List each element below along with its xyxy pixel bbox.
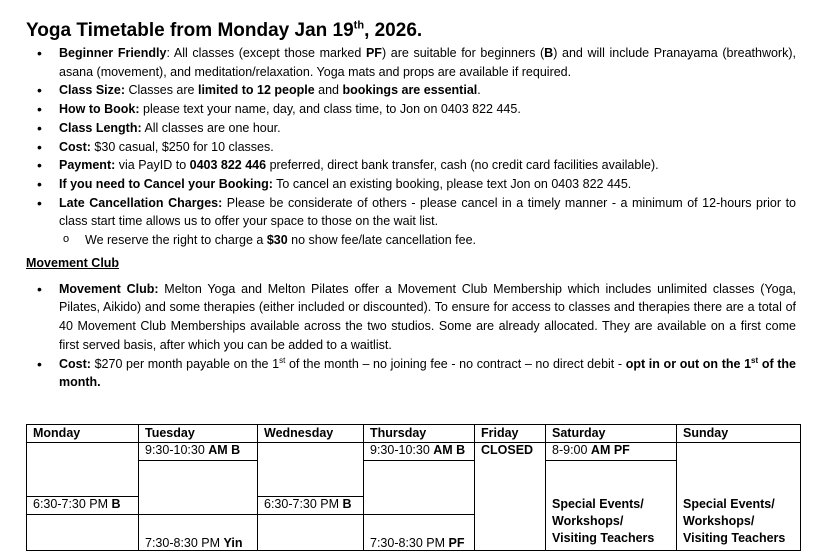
list-item-cost: • Cost: $30 casual, $250 for 10 classes. <box>26 138 796 157</box>
thursday-empty-cell <box>364 461 475 515</box>
list-item-class-size: • Class Size: Classes are limited to 12 people and bookings are essential. <box>26 81 796 100</box>
list-item-cancel: • If you need to Cancel your Booking: To cancel an existing booking, please text Jon on 0403 822 445. <box>26 175 796 194</box>
monday-pm-class: 6:30-7:30 PM B <box>27 497 139 515</box>
day-header: Saturday <box>546 425 677 443</box>
list-item-class-length: • Class Length: All classes are one hour. <box>26 119 796 138</box>
tuesday-pm-class: 7:30-8:30 PM Yin <box>139 515 258 551</box>
monday-empty-cell <box>27 443 139 497</box>
movement-club-list <box>26 280 796 392</box>
wednesday-empty-cell <box>258 515 364 551</box>
sub-item-no-show-fee: o We reserve the right to charge a $30 no show fee/late cancellation fee. <box>59 231 796 250</box>
movement-club-heading: Movement Club <box>26 255 120 270</box>
monday-empty-cell <box>27 515 139 551</box>
day-header: Wednesday <box>258 425 364 443</box>
thursday-pm-class: 7:30-8:30 PM PF <box>364 515 475 551</box>
wednesday-empty-cell <box>258 443 364 497</box>
tuesday-am-class: 9:30-10:30 AM B <box>139 443 258 461</box>
list-item-movement-club: • Movement Club: Melton Yoga and Melton Pilates offer a Movement Club Membership which includes unlimited classes (Yoga, Pilates, Aikido) and some therapies (either included or discounted). To ensure for access to classes and therapies there are a total of 40 Movement Club Memberships available across the two studios. Some are already allocated. They are available on a first come first served basis, after which you can be added to a waitlist. <box>26 280 796 355</box>
list-item-how-to-book: • How to Book: please text your name, day, and class time, to Jon on 0403 822 445. <box>26 100 796 119</box>
saturday-am-class: 8-9:00 AM PF <box>546 443 677 461</box>
day-header: Friday <box>475 425 546 443</box>
info-list <box>26 44 796 250</box>
document-page <box>26 18 796 392</box>
thursday-am-class: 9:30-10:30 AM B <box>364 443 475 461</box>
day-header: Thursday <box>364 425 475 443</box>
timetable-header-row <box>27 425 801 443</box>
list-item-payment: • Payment: via PayID to 0403 822 446 preferred, direct bank transfer, cash (no credit card facilities available). <box>26 156 796 175</box>
day-header: Monday <box>27 425 139 443</box>
list-item-beginner: • Beginner Friendly: All classes (except those marked PF) are suitable for beginners (B) and will include Pranayama (breathwork), asana (movement), and meditation/relaxation. Yoga mats and props are available if required. <box>26 44 796 81</box>
list-item-membership-cost: • Cost: $270 per month payable on the 1st of the month – no joining fee - no contract – no direct debit - opt in or out on the 1st of the month. <box>26 355 796 392</box>
friday-closed: CLOSED <box>475 443 546 551</box>
timetable-row <box>27 443 801 461</box>
sunday-events: Special Events/ Workshops/ Visiting Teachers <box>677 443 801 551</box>
day-header: Tuesday <box>139 425 258 443</box>
wednesday-pm-class: 6:30-7:30 PM B <box>258 497 364 515</box>
day-header: Sunday <box>677 425 801 443</box>
tuesday-empty-cell <box>139 461 258 515</box>
sub-list <box>59 231 796 250</box>
timetable <box>26 424 801 551</box>
page-title: Yoga Timetable from Monday Jan 19th, 2026. <box>26 19 423 41</box>
list-item-late-cancellation: • Late Cancellation Charges: Please be considerate of others - please cancel in a timely manner - a minimum of 12-hours prior to class start time allows us to offer your space to those on the wait list. o We reserve the right to charge a $30 no show fee/late cancellation fee. <box>26 194 796 250</box>
saturday-events: Special Events/ Workshops/ Visiting Teachers <box>546 461 677 551</box>
